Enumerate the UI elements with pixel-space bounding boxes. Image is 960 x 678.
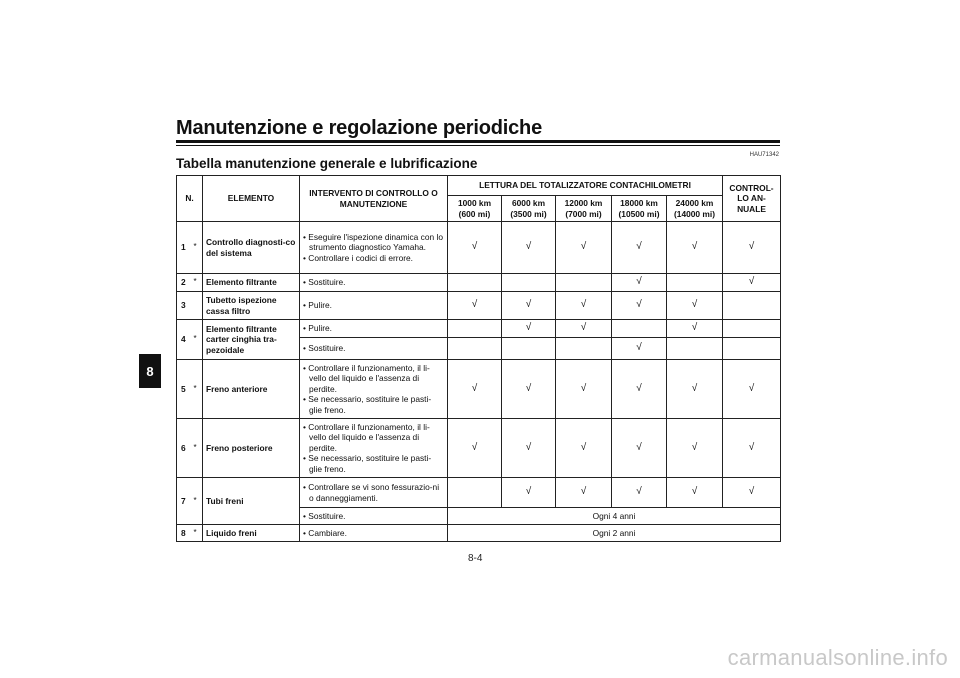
check-mark-icon: √: [748, 441, 755, 453]
action-list: [303, 422, 444, 475]
header-odometer: LETTURA DEL TOTALIZZATORE CONTACHILOMETRI: [448, 176, 723, 196]
check-cell: [502, 419, 556, 478]
check-mark-icon: √: [691, 382, 698, 394]
action-item: • Sostituire.: [303, 343, 444, 354]
check-mark-icon: √: [636, 441, 642, 453]
check-cell: [667, 320, 723, 338]
row-element: Liquido freni: [203, 525, 300, 542]
check-mark-icon: √: [580, 241, 587, 253]
check-cell: [448, 292, 502, 320]
check-mark-icon: √: [525, 241, 532, 253]
interval-header: [667, 196, 723, 222]
dealer-asterisk: *: [194, 274, 203, 292]
header-rule-thin: [176, 145, 780, 146]
check-cell: [556, 222, 612, 274]
interval-header: [448, 196, 502, 222]
check-cell: [723, 292, 781, 320]
row-number: 2: [177, 274, 194, 292]
interval-header: [502, 196, 556, 222]
page-header-title: Manutenzione e regolazione periodiche: [176, 117, 542, 139]
row-number: 4: [177, 320, 194, 360]
action-item: • Se necessario, sostituire le pasti-glie freno.: [303, 453, 444, 474]
interval-mi: (14000 mi): [674, 208, 715, 219]
check-cell: [667, 292, 723, 320]
check-cell: [612, 274, 667, 292]
row-element: Tubetto ispezione cassa filtro: [203, 292, 300, 320]
dealer-asterisk: *: [194, 360, 203, 419]
table-row: [177, 292, 781, 320]
row-number: 5: [177, 360, 194, 419]
interval-km: 24000 km: [675, 198, 714, 208]
interval-km: 18000 km: [620, 198, 658, 208]
row-actions: [300, 360, 448, 419]
action-item: • Se necessario, sostituire le pasti-glie freno.: [303, 394, 444, 415]
check-cell: [502, 320, 556, 338]
row-actions: [300, 274, 448, 292]
action-list: [303, 528, 444, 539]
check-mark-icon: √: [636, 486, 642, 498]
check-mark-icon: √: [525, 322, 532, 334]
check-cell: [723, 320, 781, 338]
interval-note: Ogni 4 anni: [448, 508, 781, 525]
check-mark-icon: √: [471, 299, 478, 311]
check-mark-icon: √: [636, 241, 642, 253]
section-title: Tabella manutenzione generale e lubrificazione: [176, 156, 478, 171]
dealer-asterisk: *: [194, 222, 203, 274]
row-actions: [300, 508, 448, 525]
check-mark-icon: √: [636, 382, 642, 394]
page-number: 8-4: [468, 553, 483, 564]
table-row: [177, 360, 781, 419]
check-cell: [723, 419, 781, 478]
table-row: [177, 419, 781, 478]
row-actions: [300, 320, 448, 338]
table-row: [177, 274, 781, 292]
check-cell: [556, 274, 612, 292]
check-cell: [612, 292, 667, 320]
check-mark-icon: √: [748, 241, 755, 253]
check-mark-icon: √: [580, 441, 587, 453]
check-mark-icon: √: [471, 441, 478, 453]
row-number: 3: [177, 292, 194, 320]
row-element: Freno posteriore: [203, 419, 300, 478]
check-mark-icon: √: [748, 382, 755, 394]
action-item: • Eseguire l'ispezione dinamica con lo strumento diagnostico Yamaha.: [303, 232, 444, 253]
check-cell: [667, 478, 723, 508]
check-cell: [612, 419, 667, 478]
row-number: 7: [177, 478, 194, 525]
check-cell: [502, 338, 556, 360]
action-list: [303, 323, 444, 334]
check-mark-icon: √: [471, 241, 478, 253]
dealer-asterisk: *: [194, 419, 203, 478]
action-list: [303, 277, 444, 288]
check-mark-icon: √: [525, 299, 532, 311]
table-row: [177, 525, 781, 542]
row-element: Elemento filtrante carter cinghia tra-pezoidale: [203, 320, 300, 360]
table-row: [177, 320, 781, 338]
action-item: • Controllare il funzionamento, il li-vello del liquido e l'assenza di perdite.: [303, 422, 444, 454]
row-number: 6: [177, 419, 194, 478]
check-cell: [448, 320, 502, 338]
action-list: [303, 232, 444, 264]
action-item: • Pulire.: [303, 323, 444, 334]
check-mark-icon: √: [691, 322, 698, 334]
check-cell: [723, 478, 781, 508]
chapter-tab: 8: [139, 354, 161, 388]
check-cell: [723, 222, 781, 274]
dealer-asterisk: *: [194, 320, 203, 360]
action-item: • Pulire.: [303, 300, 444, 311]
action-item: • Cambiare.: [303, 528, 444, 539]
check-mark-icon: √: [471, 382, 478, 394]
row-number: 8: [177, 525, 194, 542]
interval-header: [612, 196, 667, 222]
section-code: HAU71342: [749, 152, 779, 158]
row-element: Freno anteriore: [203, 360, 300, 419]
action-list: [303, 482, 444, 503]
header-annual: CONTROL-LO AN-NUALE: [723, 176, 781, 222]
row-actions: [300, 222, 448, 274]
check-cell: [502, 292, 556, 320]
check-mark-icon: √: [691, 241, 698, 253]
check-mark-icon: √: [748, 486, 755, 498]
check-cell: [502, 274, 556, 292]
check-mark-icon: √: [580, 299, 587, 311]
check-cell: [667, 222, 723, 274]
interval-mi: (600 mi): [458, 208, 491, 219]
check-cell: [502, 222, 556, 274]
row-number: 1: [177, 222, 194, 274]
check-cell: [502, 478, 556, 508]
check-cell: [448, 360, 502, 419]
check-cell: [723, 338, 781, 360]
check-mark-icon: √: [636, 299, 642, 311]
check-cell: [448, 338, 502, 360]
check-cell: [448, 419, 502, 478]
check-cell: [556, 478, 612, 508]
check-cell: [448, 274, 502, 292]
interval-mi: (7000 mi): [565, 208, 602, 219]
action-list: [303, 511, 444, 522]
interval-km: 6000 km: [511, 198, 546, 208]
check-cell: [612, 222, 667, 274]
check-cell: [556, 292, 612, 320]
check-mark-icon: √: [636, 276, 642, 288]
check-mark-icon: √: [580, 382, 587, 394]
dealer-asterisk: *: [194, 525, 203, 542]
dealer-asterisk: *: [194, 478, 203, 525]
interval-mi: (10500 mi): [618, 208, 660, 219]
check-mark-icon: √: [525, 382, 532, 394]
check-cell: [502, 360, 556, 419]
table-row: [177, 222, 781, 274]
action-item: • Sostituire.: [303, 277, 444, 288]
check-mark-icon: √: [525, 441, 532, 453]
check-mark-icon: √: [525, 486, 532, 498]
check-mark-icon: √: [580, 322, 587, 334]
row-element: Controllo diagnosti-co del sistema: [203, 222, 300, 274]
action-item: • Controllare i codici di errore.: [303, 253, 444, 264]
row-element: Elemento filtrante: [203, 274, 300, 292]
check-cell: [612, 338, 667, 360]
check-mark-icon: √: [748, 276, 755, 288]
check-mark-icon: √: [691, 441, 698, 453]
check-cell: [612, 320, 667, 338]
check-cell: [448, 222, 502, 274]
header-rule: [176, 140, 780, 143]
action-list: [303, 300, 444, 311]
check-mark-icon: √: [691, 299, 698, 311]
check-cell: [556, 419, 612, 478]
header-num: N.: [177, 176, 203, 222]
check-cell: [612, 478, 667, 508]
header-element: ELEMENTO: [203, 176, 300, 222]
check-cell: [667, 274, 723, 292]
interval-mi: (3500 mi): [510, 208, 547, 219]
row-actions: [300, 478, 448, 508]
check-mark-icon: √: [580, 486, 587, 498]
header-check: INTERVENTO DI CONTROLLO O MANUTENZIONE: [300, 176, 448, 222]
action-list: [303, 363, 444, 416]
action-item: • Controllare se vi sono fessurazio-ni o danneggiamenti.: [303, 482, 444, 503]
check-cell: [667, 419, 723, 478]
interval-km: 12000 km: [564, 198, 603, 208]
check-cell: [723, 360, 781, 419]
check-cell: [723, 274, 781, 292]
interval-note: Ogni 2 anni: [448, 525, 781, 542]
interval-km: 1000 km: [457, 198, 492, 208]
check-cell: [667, 338, 723, 360]
action-item: • Sostituire.: [303, 511, 444, 522]
row-actions: [300, 338, 448, 360]
action-item: • Controllare il funzionamento, il li-vello del liquido e l'assenza di perdite.: [303, 363, 444, 395]
check-cell: [556, 338, 612, 360]
row-actions: [300, 525, 448, 542]
check-mark-icon: √: [691, 486, 698, 498]
row-actions: [300, 292, 448, 320]
row-element: Tubi freni: [203, 478, 300, 525]
check-cell: [667, 360, 723, 419]
dealer-asterisk: [194, 292, 203, 320]
table-row: [177, 478, 781, 508]
check-mark-icon: √: [636, 342, 642, 354]
row-actions: [300, 419, 448, 478]
check-cell: [556, 360, 612, 419]
check-cell: [448, 478, 502, 508]
action-list: [303, 343, 444, 354]
check-cell: [556, 320, 612, 338]
check-cell: [612, 360, 667, 419]
watermark: carmanualsonline.info: [727, 645, 948, 670]
maintenance-table: [176, 175, 781, 542]
interval-header: [556, 196, 612, 222]
